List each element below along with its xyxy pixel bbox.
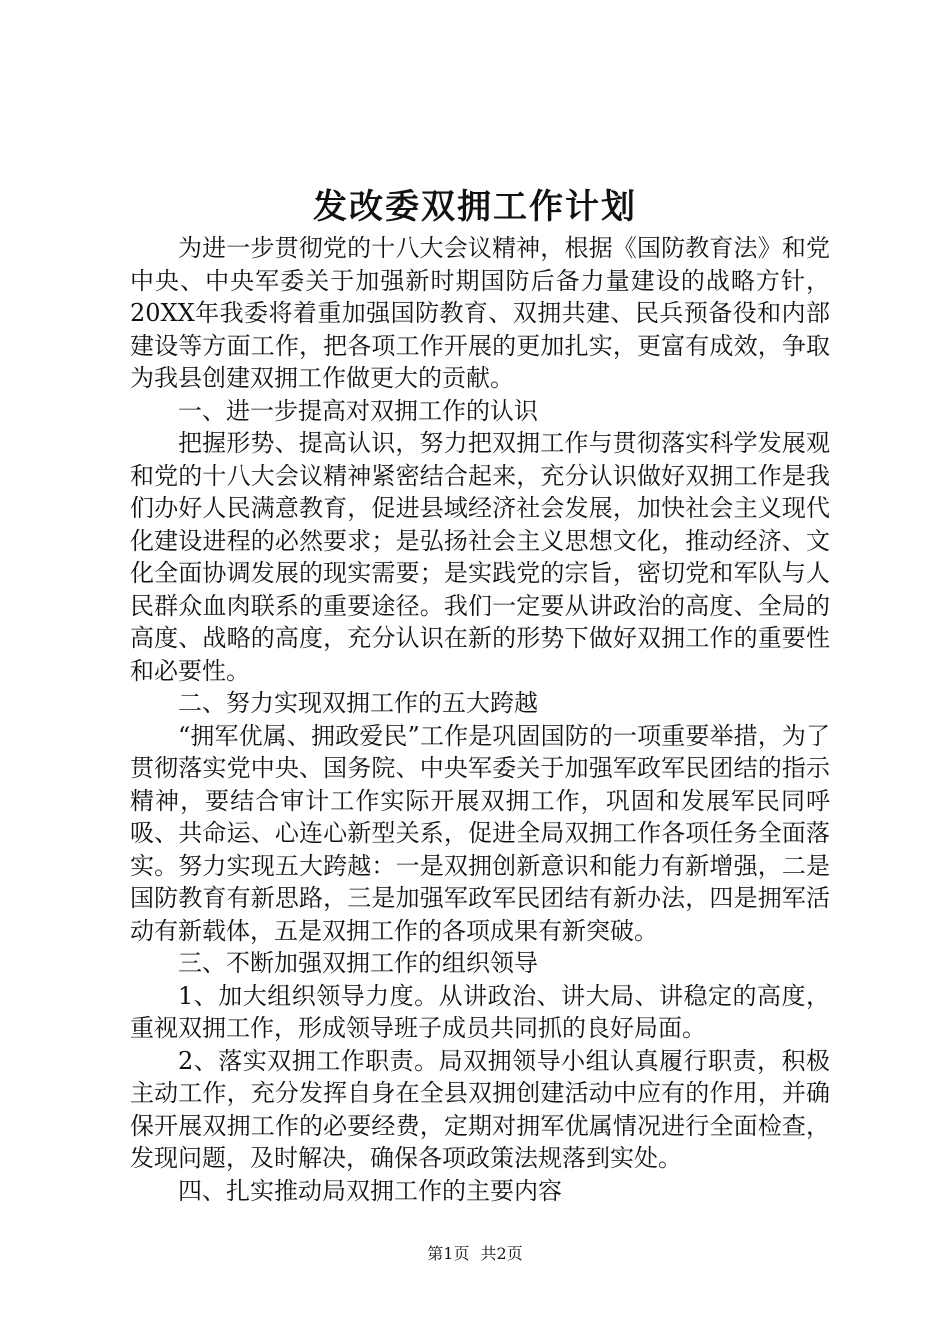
document-title: 发改委双拥工作计划 <box>313 187 637 227</box>
section-heading-1: 一、进一步提高对双拥工作的认识 <box>178 396 538 425</box>
intro-paragraph: 为进一步贯彻党的十八大会议精神，根据《国防教育法》和党中央、中央军委关于加强新时期国防后备力量建设的战略方针，20XX年我委将着重加强国防教育、双拥共建、民兵预备役和内部建设等方面工作，把各项工作开展的更加扎实，更富有成效，争取为我县创建双拥工作做更大的贡献。 <box>130 234 830 392</box>
document-body <box>130 232 830 1207</box>
page-footer <box>0 1242 950 1266</box>
page-total: 共2页 <box>480 1244 523 1263</box>
section-heading-2: 二、努力实现双拥工作的五大跨越 <box>178 689 538 717</box>
section-3-item-2: 2、落实双拥工作职责。局双拥领导小组认真履行职责，积极主动工作，充分发挥自身在全县双拥创建活动中应有的作用，并确保开展双拥工作的必要经费，定期对拥军优属情况进行全面检查，发现问题，及时解决，确保各项政策法规落到实处。 <box>130 1046 830 1172</box>
section-2-paragraph: “拥军优属、拥政爱民”工作是巩固国防的一项重要举措，为了贯彻落实党中央、国务院、中央军委关于加强军政军民团结的指示精神，要结合审计工作实际开展双拥工作，巩固和发展军民同呼吸、共命运、心连心新型关系，促进全局双拥工作各项任务全面落实。努力实现五大跨越：一是双拥创新意识和能力有新增强，二是国防教育有新思路，三是加强军政军民团结有新办法，四是拥军活动有新载体，五是双拥工作的各项成果有新突破。 <box>130 721 830 945</box>
section-3-item-1: 1、加大组织领导力度。从讲政治、讲大局、讲稳定的高度，重视双拥工作，形成领导班子成员共同抓的良好局面。 <box>130 981 830 1042</box>
section-heading-3: 三、不断加强双拥工作的组织领导 <box>178 949 538 977</box>
section-1-paragraph: 把握形势、提高认识，努力把双拥工作与贯彻落实科学发展观和党的十八大会议精神紧密结合起来，充分认识做好双拥工作是我们办好人民满意教育，促进县域经济社会发展，加快社会主义现代化建设进程的必然要求；是弘扬社会主义思想文化，推动经济、文化全面协调发展的现实需要；是实践党的宗旨，密切党和军队与人民群众血肉联系的重要途径。我们一定要从讲政治的高度、全局的高度、战略的高度，充分认识在新的形势下做好双拥工作的重要性和必要性。 <box>130 429 830 685</box>
section-heading-4: 四、扎实推动局双拥工作的主要内容 <box>178 1176 562 1205</box>
page-number: 第1页 <box>427 1244 470 1263</box>
